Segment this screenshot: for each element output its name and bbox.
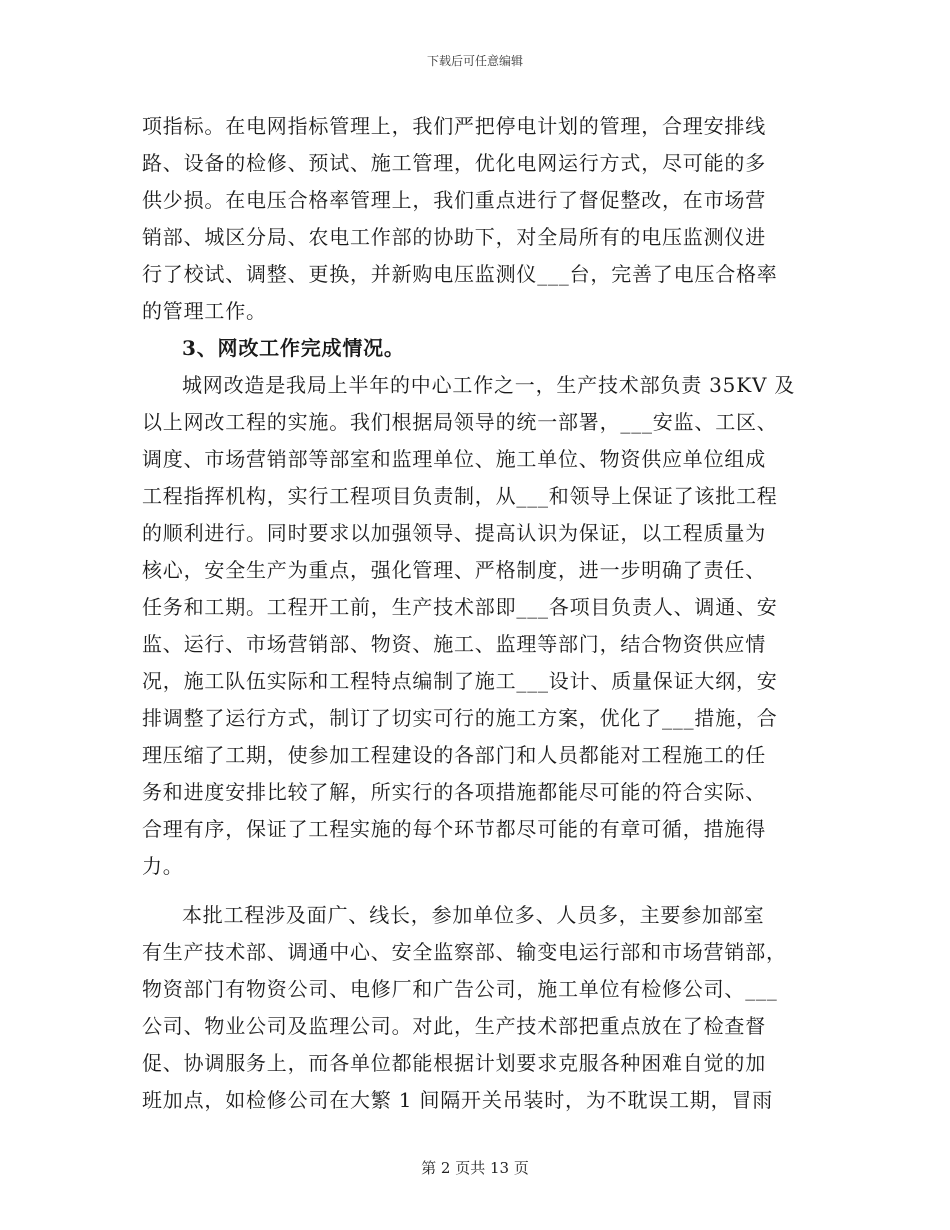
text-line: 公司、物业公司及监理公司。对此，生产技术部把重点放在了检查督 — [142, 1014, 766, 1038]
page-footer: 第 2 页共 13 页 — [421, 1159, 529, 1177]
text-line: 理压缩了工期，使参加工程建设的各部门和人员都能对工程施工的任 — [142, 743, 766, 767]
text-line: 项指标。在电网指标管理上，我们严把停电计划的管理，合理安排线 — [142, 114, 766, 138]
paragraph-2 — [142, 367, 810, 885]
text-line: 任务和工期。工程开工前，生产技术部即___各项目负责人、调通、安 — [142, 595, 778, 619]
text-line: 工程指挥机构，实行工程项目负责制，从___和领导上保证了该批工程 — [142, 484, 778, 508]
section-heading: 3、网改工作完成情况。 — [182, 336, 405, 360]
text-line: 排调整了运行方式，制订了切实可行的施工方案，优化了___措施，合 — [142, 706, 778, 730]
text-line: 行了校试、调整、更换，并新购电压监测仪___台，完善了电压合格率 — [142, 262, 778, 286]
text-line: 班加点，如检修公司在大繁 1 间隔开关吊装时，为不耽误工期，冒雨 — [142, 1088, 774, 1112]
text-line: 城网改造是我局上半年的中心工作之一，生产技术部负责 35KV 及 — [182, 373, 796, 397]
page-header: 下载后可任意编辑 — [426, 54, 523, 68]
text-line: 的管理工作。 — [142, 299, 267, 323]
text-line: 本批工程涉及面广、线长，参加单位多、人员多，主要参加部室 — [182, 903, 765, 927]
text-line: 合理有序，保证了工程实施的每个环节都尽可能的有章可循，措施得 — [142, 817, 766, 841]
text-line: 供少损。在电压合格率管理上，我们重点进行了督促整改，在市场营 — [142, 188, 766, 212]
text-line: 促、协调服务上，而各单位都能根据计划要求克服各种困难自觉的加 — [142, 1051, 766, 1075]
paragraph-3 — [142, 897, 810, 1119]
text-line: 路、设备的检修、预试、施工管理，优化电网运行方式，尽可能的多 — [142, 151, 766, 175]
paragraph-1 — [142, 108, 810, 330]
text-line: 的顺利进行。同时要求以加强领导、提高认识为保证，以工程质量为 — [142, 521, 766, 545]
text-line: 核心，安全生产为重点，强化管理、严格制度，进一步明确了责任、 — [142, 558, 766, 582]
text-line: 有生产技术部、调通中心、安全监察部、输变电运行部和市场营销部， — [142, 940, 787, 964]
text-line: 调度、市场营销部等部室和监理单位、施工单位、物资供应单位组成 — [142, 447, 766, 471]
text-line: 力。 — [142, 854, 184, 878]
text-line: 以上网改工程的实施。我们根据局领导的统一部署，___安监、工区、 — [142, 410, 778, 434]
text-line: 销部、城区分局、农电工作部的协助下，对全局所有的电压监测仪进 — [142, 225, 766, 249]
text-line: 况，施工队伍实际和工程特点编制了施工___设计、质量保证大纲，安 — [142, 669, 778, 693]
document-body — [142, 108, 810, 1119]
text-line: 务和进度安排比较了解，所实行的各项措施都能尽可能的符合实际、 — [142, 780, 766, 804]
text-line: 监、运行、市场营销部、物资、施工、监理等部门，结合物资供应情 — [142, 632, 766, 656]
text-line: 物资部门有物资公司、电修厂和广告公司，施工单位有检修公司、___ — [142, 977, 778, 1001]
